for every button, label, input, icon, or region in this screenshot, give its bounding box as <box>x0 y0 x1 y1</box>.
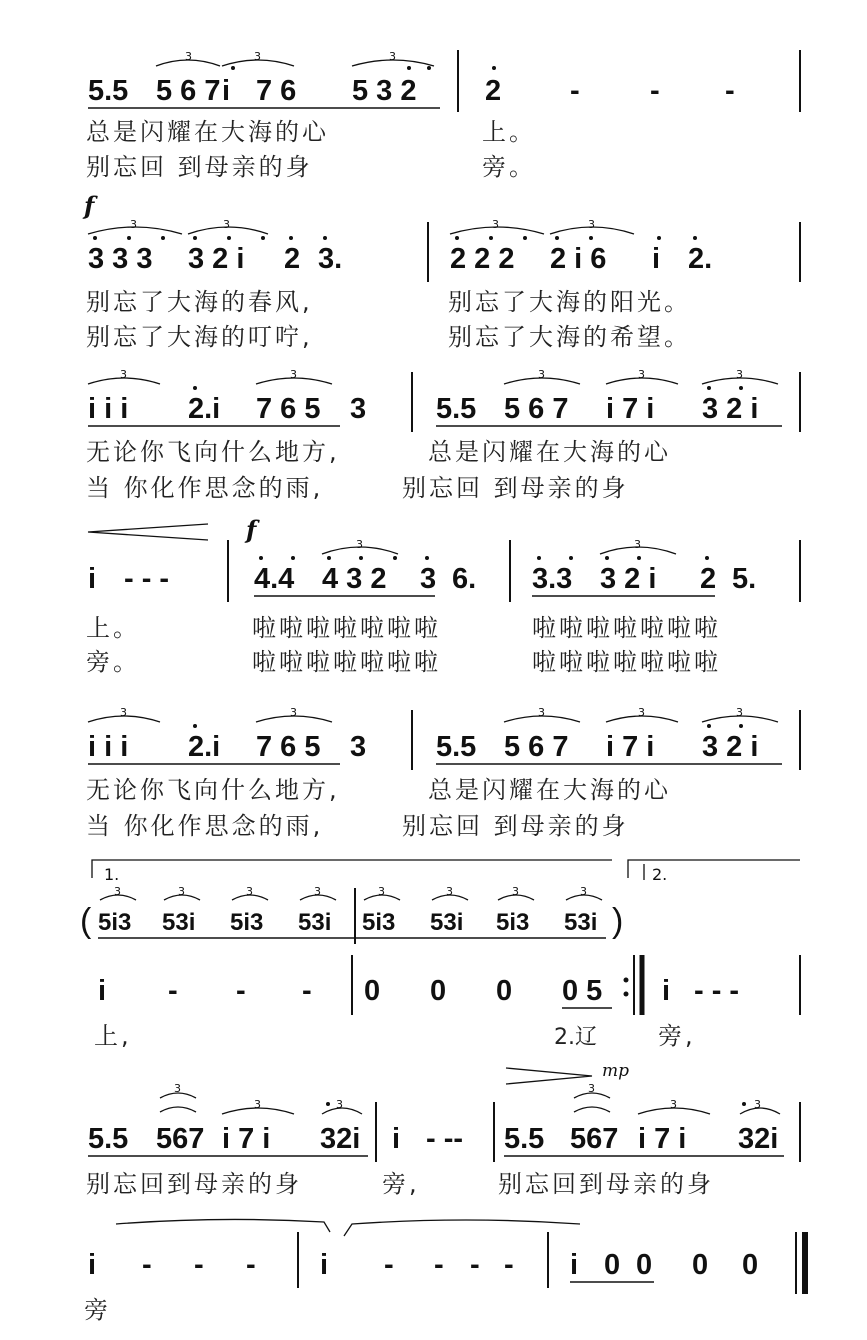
note: 2 <box>700 563 717 595</box>
svg-text:3: 3 <box>120 706 127 719</box>
note: 6. <box>452 563 477 595</box>
note-group: i i i <box>88 731 129 763</box>
lyric-verse-1: 别忘了大海的阳光。 <box>448 288 691 316</box>
note-group: 0 5 <box>562 975 603 1007</box>
note-group: 32i <box>320 1123 361 1155</box>
svg-text:3: 3 <box>254 50 261 63</box>
svg-text:3: 3 <box>736 368 743 381</box>
svg-text:3: 3 <box>492 218 499 231</box>
lyric-verse-1: 无论你飞向什么地方, <box>86 776 340 804</box>
staff-row-8 <box>84 1219 805 1324</box>
note-group: 7 6 5 <box>256 393 321 425</box>
note: i <box>88 563 97 595</box>
note-group: 2.i <box>188 393 221 425</box>
svg-text:3: 3 <box>223 218 230 231</box>
svg-text:3: 3 <box>246 885 253 898</box>
svg-text:3: 3 <box>389 50 396 63</box>
rest: 0 <box>430 975 447 1007</box>
note-group: i 7 i <box>222 1123 271 1155</box>
note-group: 2 i 6 <box>550 243 607 275</box>
svg-text:3: 3 <box>538 706 545 719</box>
lyric-verse-2: 别忘了大海的叮咛, <box>86 323 313 351</box>
dynamic-marking: f <box>246 515 257 544</box>
staff-row-1 <box>86 50 800 181</box>
note: 2 <box>485 75 502 107</box>
note-group: i <box>222 75 231 107</box>
lyric: 旁, <box>658 1022 696 1050</box>
note: 5. <box>732 563 757 595</box>
note-group: 2 2 2 <box>450 243 515 275</box>
dash: - <box>650 75 660 107</box>
dash: - <box>384 1249 394 1281</box>
note: i <box>88 1249 97 1281</box>
note: i <box>662 975 671 1007</box>
acc-note-group: 5i3 <box>230 909 264 936</box>
svg-text:3: 3 <box>588 1082 595 1095</box>
dash: - <box>504 1249 514 1281</box>
dash: - <box>570 75 580 107</box>
dash: - <box>246 1249 256 1281</box>
svg-text:3: 3 <box>538 368 545 381</box>
note-group: 4 3 2 <box>322 563 387 595</box>
note: 3. <box>318 243 343 275</box>
lyric: 旁, <box>382 1170 420 1198</box>
note-group: 5.5 <box>88 75 129 107</box>
lyric-verse-1: 啦啦啦啦啦啦啦 <box>252 614 441 642</box>
acc-note-group: 53i <box>298 909 332 936</box>
note-group: 3.3 <box>532 563 573 595</box>
lyric-verse-2: 旁。 <box>482 153 536 181</box>
lyric-verse-1: 啦啦啦啦啦啦啦 <box>532 614 721 642</box>
note-group: 5 6 7 <box>156 75 221 107</box>
rest: 0 <box>604 1249 621 1281</box>
dash-group: - - - <box>694 975 740 1007</box>
lyric-verse-2: 别忘回 到母亲的身 <box>402 474 629 502</box>
dash: - <box>168 975 178 1007</box>
volta-1-label: 1. <box>104 865 120 884</box>
note: i <box>570 1249 579 1281</box>
lyric-verse-2: 别忘回 到母亲的身 <box>402 812 629 840</box>
dash: - <box>236 975 246 1007</box>
svg-text:3: 3 <box>446 885 453 898</box>
paren-open: ( <box>80 902 92 940</box>
acc-note-group: 53i <box>430 909 464 936</box>
lyric-verse-2: 别忘了大海的希望。 <box>448 323 691 351</box>
svg-text:3: 3 <box>290 368 297 381</box>
note-group: i 7 i <box>606 731 655 763</box>
note-group: 2.i <box>188 731 221 763</box>
rest: 0 <box>364 975 381 1007</box>
lyric-verse-2: 啦啦啦啦啦啦啦 <box>252 648 441 676</box>
note: i <box>652 243 661 275</box>
note-group: 7 6 5 <box>256 731 321 763</box>
note: i <box>98 975 107 1007</box>
note-group: 32i <box>738 1123 779 1155</box>
crescendo-hairpin <box>88 524 208 540</box>
acc-note-group: 5i3 <box>98 909 132 936</box>
tie <box>344 1220 580 1236</box>
dash: - <box>142 1249 152 1281</box>
dash: - <box>470 1249 480 1281</box>
staff-row-4 <box>86 515 800 676</box>
svg-text:3: 3 <box>174 1082 181 1095</box>
note-group: 3 2 i <box>600 563 657 595</box>
lyric-verse-1: 总是闪耀在大海的心 <box>428 438 671 466</box>
svg-text:3: 3 <box>290 706 297 719</box>
svg-text:3: 3 <box>178 885 185 898</box>
note-group: 5.5 <box>436 393 477 425</box>
dynamic-marking: mp <box>602 1061 630 1081</box>
volta-1-bracket <box>92 860 612 878</box>
svg-text:3: 3 <box>754 1098 761 1111</box>
acc-note-group: 53i <box>564 909 598 936</box>
note-group: 3 3 3 <box>88 243 153 275</box>
lyric: 2.辽 <box>554 1025 597 1050</box>
lyric-verse-2: 当 你化作思念的雨, <box>86 474 324 502</box>
svg-text:3: 3 <box>356 538 363 551</box>
lyric: 旁 <box>84 1296 111 1324</box>
note: 2. <box>688 243 713 275</box>
svg-text:3: 3 <box>736 706 743 719</box>
svg-text:3: 3 <box>336 1098 343 1111</box>
dash-group: - - - <box>124 563 170 595</box>
note-group: 7 6 <box>256 75 297 107</box>
lyric-verse-2: 别忘回 到母亲的身 <box>86 153 313 181</box>
rest: 0 <box>742 1249 759 1281</box>
dash: - <box>434 1249 444 1281</box>
svg-text:3: 3 <box>580 885 587 898</box>
volta-2-label: 2. <box>652 865 668 884</box>
note: i <box>320 1249 329 1281</box>
svg-text:3: 3 <box>638 368 645 381</box>
svg-text:3: 3 <box>130 218 137 231</box>
svg-text:3: 3 <box>670 1098 677 1111</box>
svg-text:3: 3 <box>512 885 519 898</box>
svg-text:3: 3 <box>114 885 121 898</box>
acc-note-group: 5i3 <box>362 909 396 936</box>
acc-note-group: 5i3 <box>496 909 530 936</box>
note: 3 <box>350 393 367 425</box>
dash: - <box>302 975 312 1007</box>
note-group: 3 2 i <box>188 243 245 275</box>
note-group: 5 6 7 <box>504 393 569 425</box>
svg-text:3: 3 <box>634 538 641 551</box>
staff-row-7 <box>86 1061 800 1198</box>
note: 2 <box>284 243 301 275</box>
lyric-verse-1: 总是闪耀在大海的心 <box>428 776 671 804</box>
dash-group: - -- <box>426 1123 464 1155</box>
svg-text:3: 3 <box>378 885 385 898</box>
lyric-verse-1: 总是闪耀在大海的心 <box>86 118 329 146</box>
rest: 0 <box>692 1249 709 1281</box>
lyric-verse-1: 上。 <box>86 614 140 642</box>
note-group: 5.5 <box>504 1123 545 1155</box>
dash: - <box>194 1249 204 1281</box>
svg-text:3: 3 <box>254 1098 261 1111</box>
note: 3 <box>420 563 437 595</box>
staff-row-2 <box>82 191 800 351</box>
lyric-verse-2: 旁。 <box>86 648 140 676</box>
paren-close: ) <box>612 902 624 940</box>
lyric-verse-1: 别忘了大海的春风, <box>86 288 313 316</box>
lyric-verse-1: 无论你飞向什么地方, <box>86 438 340 466</box>
lyric: 上, <box>94 1022 132 1050</box>
lyric: 别忘回到母亲的身 <box>86 1170 302 1198</box>
svg-text:3: 3 <box>638 706 645 719</box>
dash: - <box>725 75 735 107</box>
note-group: i i i <box>88 393 129 425</box>
acc-note-group: 53i <box>162 909 196 936</box>
note: i <box>392 1123 401 1155</box>
note-group: 3 2 i <box>702 393 759 425</box>
svg-text:3: 3 <box>588 218 595 231</box>
note-group: i 7 i <box>606 393 655 425</box>
rest: 0 <box>496 975 513 1007</box>
note-group: 3 2 i <box>702 731 759 763</box>
lyric-verse-2: 当 你化作思念的雨, <box>86 812 324 840</box>
rest: 0 <box>636 1249 653 1281</box>
note-group: 5 3 2 <box>352 75 417 107</box>
note-group: 5.5 <box>436 731 477 763</box>
staff-row-6 <box>80 860 800 1050</box>
note-group: 4.4 <box>254 563 295 595</box>
lyric-verse-2: 啦啦啦啦啦啦啦 <box>532 648 721 676</box>
svg-text:3: 3 <box>120 368 127 381</box>
lyric-verse-1: 上。 <box>482 118 536 146</box>
lyric: 别忘回到母亲的身 <box>498 1170 714 1198</box>
note-group: 567 <box>156 1123 205 1155</box>
dynamic-marking: f <box>84 191 95 220</box>
note-group: 567 <box>570 1123 619 1155</box>
note: 3 <box>350 731 367 763</box>
note-group: 5.5 <box>88 1123 129 1155</box>
note-group: i 7 i <box>638 1123 687 1155</box>
svg-text:3: 3 <box>185 50 192 63</box>
note-group: 5 6 7 <box>504 731 569 763</box>
svg-text:3: 3 <box>314 885 321 898</box>
tie <box>116 1219 330 1232</box>
diminuendo-hairpin <box>506 1068 592 1084</box>
